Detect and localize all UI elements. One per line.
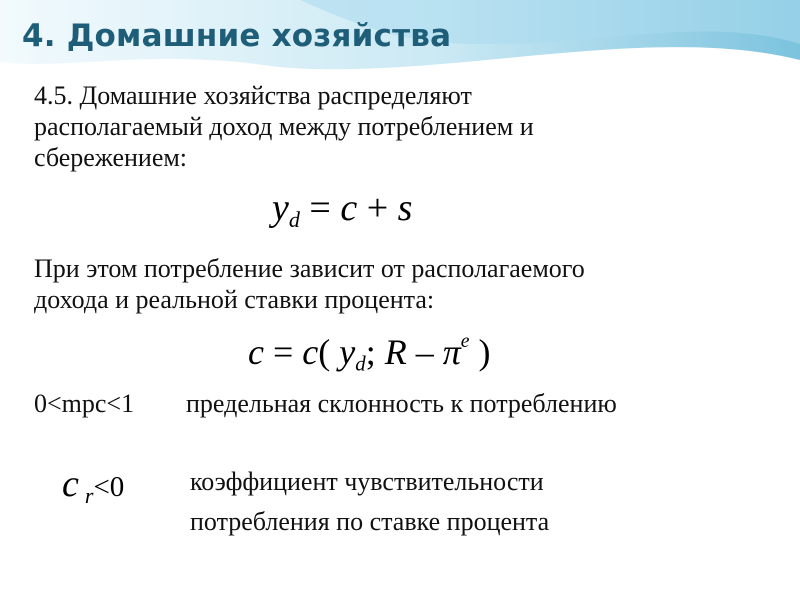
- cr-c: c: [62, 463, 79, 505]
- intro-line-3: сбережением:: [34, 143, 188, 172]
- formula-2-semicolon: ;: [365, 331, 376, 372]
- formula-1-y: y: [272, 187, 289, 229]
- slide-title: 4. Домашние хозяйства: [22, 18, 452, 54]
- formula-2-equals: =: [272, 331, 294, 372]
- formula-2-c: c: [248, 331, 264, 372]
- mpc-label: предельная склонность к потреблению: [186, 389, 617, 418]
- formula-2-y: y: [339, 331, 356, 372]
- cr-label-line-1: коэффициент чувствительности: [190, 467, 544, 496]
- formula-2-e-superscript: e: [460, 330, 470, 352]
- formula-2-pi: π: [442, 331, 461, 372]
- formula-1-s: s: [397, 187, 413, 229]
- cr-r-subscript: r: [84, 483, 94, 509]
- formula-consumption-function: [248, 330, 491, 377]
- formula-2-R: R: [384, 331, 407, 372]
- cr-less-than-zero: <0: [93, 471, 125, 503]
- intro-line-1: 4.5. Домашние хозяйства распределяют: [34, 81, 472, 110]
- formula-1-c: c: [340, 187, 358, 229]
- formula-1-d-subscript: d: [288, 207, 300, 233]
- mpc-inequality: [34, 388, 134, 419]
- formula-2-fn: c: [302, 331, 319, 372]
- consumption-line-2: дохода и реальной ставки процента:: [34, 285, 435, 314]
- formula-2-minus: –: [415, 331, 434, 372]
- cr-label-line-2: потребления по ставке процента: [190, 507, 550, 536]
- formula-2-close-paren: ): [478, 331, 491, 372]
- formula-2-open-paren: (: [318, 331, 331, 372]
- formula-2-d-subscript: d: [355, 351, 366, 376]
- formula-1-plus: +: [366, 187, 389, 229]
- intro-line-2: располагаемый доход между потреблением и: [34, 112, 534, 141]
- consumption-line-1: При этом потребление зависит от располагаемого: [34, 254, 585, 283]
- mpc-inequality-text: 0<mpc<1: [34, 389, 135, 418]
- cr-inequality: [62, 462, 124, 509]
- formula-1-equals: =: [309, 187, 331, 229]
- formula-yd-equals-c-plus-s: [272, 186, 412, 233]
